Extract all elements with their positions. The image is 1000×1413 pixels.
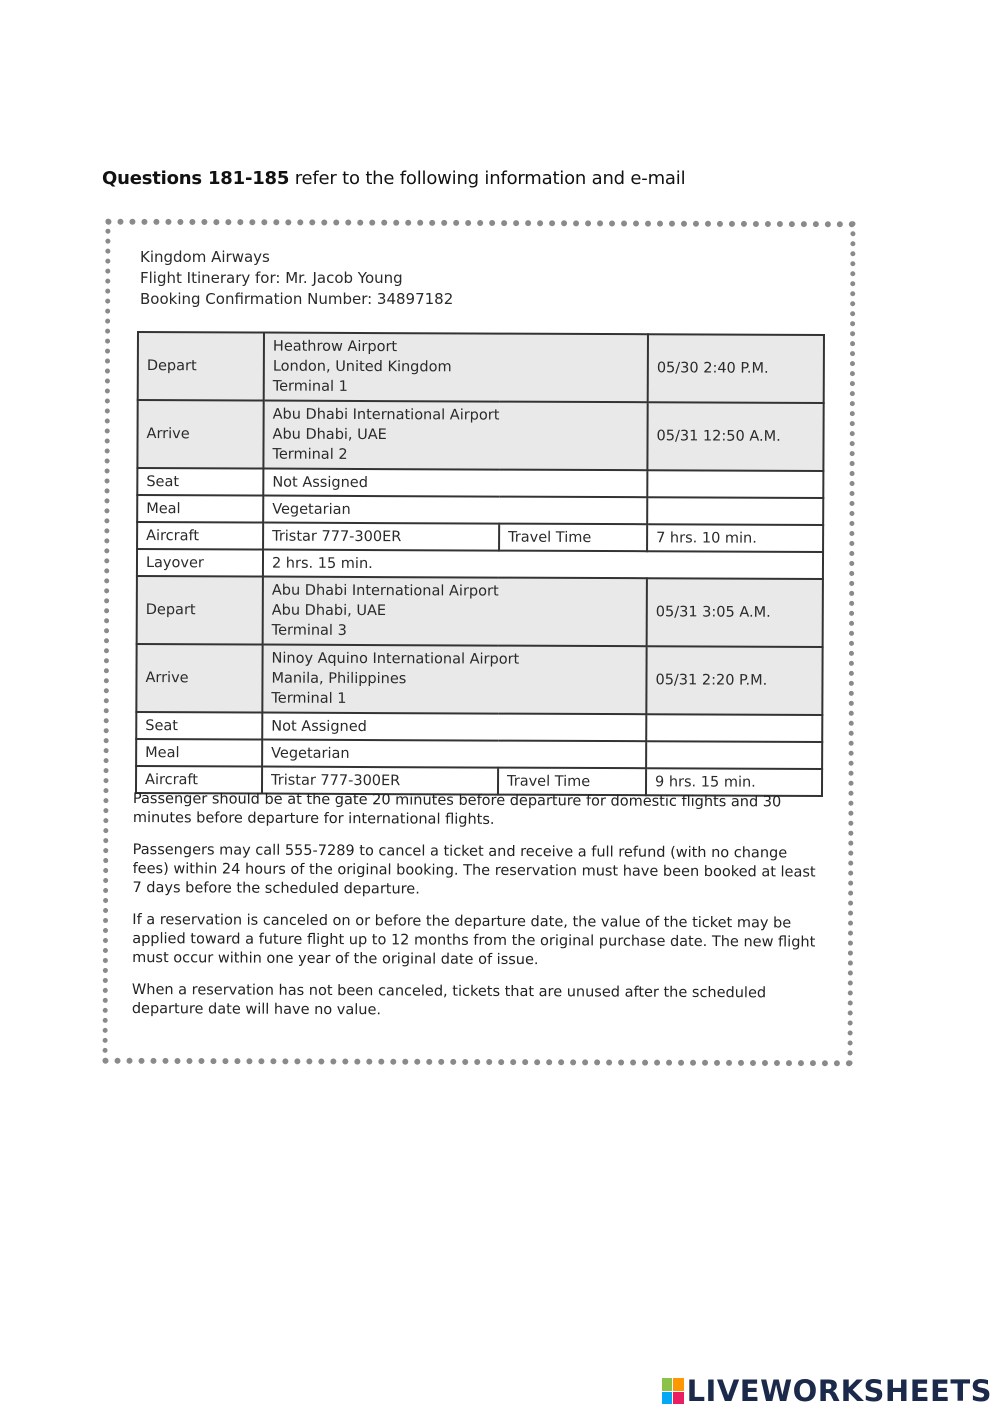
logo-square-2: [673, 1378, 684, 1391]
terminal: Terminal 3: [271, 622, 347, 639]
arrive-location: [263, 401, 647, 471]
row-label: Seat: [137, 468, 263, 496]
leg1-arrive-row: [137, 400, 823, 471]
terminal: Terminal 2: [272, 446, 348, 463]
itinerary-passenger: Flight Itinerary for: Mr. Jacob Young: [140, 269, 403, 287]
row-label: Meal: [136, 739, 262, 767]
row-label: Depart: [138, 332, 264, 401]
logo-square-4: [673, 1392, 684, 1405]
row-label: Arrive: [136, 644, 262, 713]
itinerary-table: [135, 331, 825, 797]
leg1-aircraft-row: [137, 522, 823, 552]
aircraft-value: Tristar 777-300ER: [262, 767, 498, 795]
city-name: Manila, Philippines: [271, 670, 407, 688]
meal-value: Vegetarian: [263, 496, 647, 525]
meal-value: Vegetarian: [262, 740, 646, 769]
arrive-time: 05/31 2:20 P.M.: [646, 646, 822, 715]
city-name: London, United Kingdom: [272, 358, 452, 376]
question-range: Questions 181-185: [102, 168, 290, 189]
leg2-depart-row: [137, 576, 823, 647]
question-intro: [102, 168, 685, 189]
row-label: Aircraft: [137, 522, 263, 550]
row-label: Arrive: [137, 400, 263, 469]
empty-cell: [647, 470, 823, 498]
question-text: refer to the following information and e-mail: [289, 168, 686, 189]
brand-name: LIVEWORKSHEETS: [686, 1374, 992, 1408]
leg2-arrive-row: [136, 644, 822, 715]
city-name: Abu Dhabi, UAE: [271, 602, 387, 620]
logo-square-1: [662, 1378, 673, 1391]
row-label: Aircraft: [136, 766, 262, 794]
terminal: Terminal 1: [272, 378, 348, 395]
travel-time-label: Travel Time: [499, 524, 647, 552]
row-label: Seat: [136, 712, 262, 740]
depart-location: [264, 333, 648, 403]
seat-value: Not Assigned: [262, 713, 646, 742]
booking-number: Booking Confirmation Number: 34897182: [140, 290, 454, 308]
travel-time-value: 9 hrs. 15 min.: [646, 768, 822, 796]
leg1-seat-row: [137, 468, 823, 498]
row-label: Layover: [137, 549, 263, 577]
empty-cell: [646, 714, 822, 742]
layover-value: 2 hrs. 15 min.: [263, 550, 823, 579]
itinerary-header: [140, 247, 453, 310]
terminal: Terminal 1: [271, 690, 347, 707]
layover-row: [137, 549, 823, 579]
note-cancellation-credit: If a reservation is canceled on or before the departure date, the value of the ticket may be applied toward a future flight up to 12 months from the original purchase date. The new flight must occur within one year of the original date of issue.: [132, 911, 816, 969]
travel-time-value: 7 hrs. 10 min.: [647, 524, 823, 552]
leg1-meal-row: [137, 495, 823, 525]
depart-time: 05/30 2:40 P.M.: [648, 334, 824, 403]
seat-value: Not Assigned: [263, 469, 647, 498]
leg1-depart-row: [138, 332, 824, 403]
arrive-location: [262, 645, 646, 715]
travel-time-label: Travel Time: [498, 768, 646, 796]
liveworksheets-logo-icon: [662, 1378, 684, 1404]
aircraft-value: Tristar 777-300ER: [263, 523, 499, 551]
note-gate-arrival: Passenger should be at the gate 20 minutes before departure for domestic flights and 30 minutes before departure for international flights.: [132, 791, 782, 828]
row-label: Depart: [137, 576, 263, 645]
empty-cell: [646, 741, 822, 769]
empty-cell: [647, 497, 823, 525]
depart-location: [263, 577, 647, 647]
leg2-seat-row: [136, 712, 822, 742]
note-refund-policy: Passengers may call 555-7289 to cancel a ticket and receive a full refund (with no change fees) within 24 hours of the original booking. The reservation must have been booked at least 7 days before the scheduled departure.: [132, 841, 816, 898]
airport-name: Abu Dhabi International Airport: [272, 406, 500, 424]
city-name: Abu Dhabi, UAE: [272, 426, 387, 444]
leg2-meal-row: [136, 739, 822, 769]
airport-name: Heathrow Airport: [272, 338, 398, 356]
note-unused-tickets: When a reservation has not been canceled, tickets that are unused after the scheduled departure date will have no value.: [131, 981, 767, 1019]
airport-name: Ninoy Aquino International Airport: [271, 650, 520, 668]
airline-name: Kingdom Airways: [140, 248, 270, 266]
logo-square-3: [662, 1392, 673, 1405]
policy-notes: [132, 790, 823, 1036]
liveworksheets-brand: [662, 1373, 992, 1409]
row-label: Meal: [137, 495, 263, 523]
arrive-time: 05/31 12:50 A.M.: [647, 402, 823, 471]
airport-name: Abu Dhabi International Airport: [271, 582, 499, 600]
depart-time: 05/31 3:05 A.M.: [647, 578, 823, 647]
